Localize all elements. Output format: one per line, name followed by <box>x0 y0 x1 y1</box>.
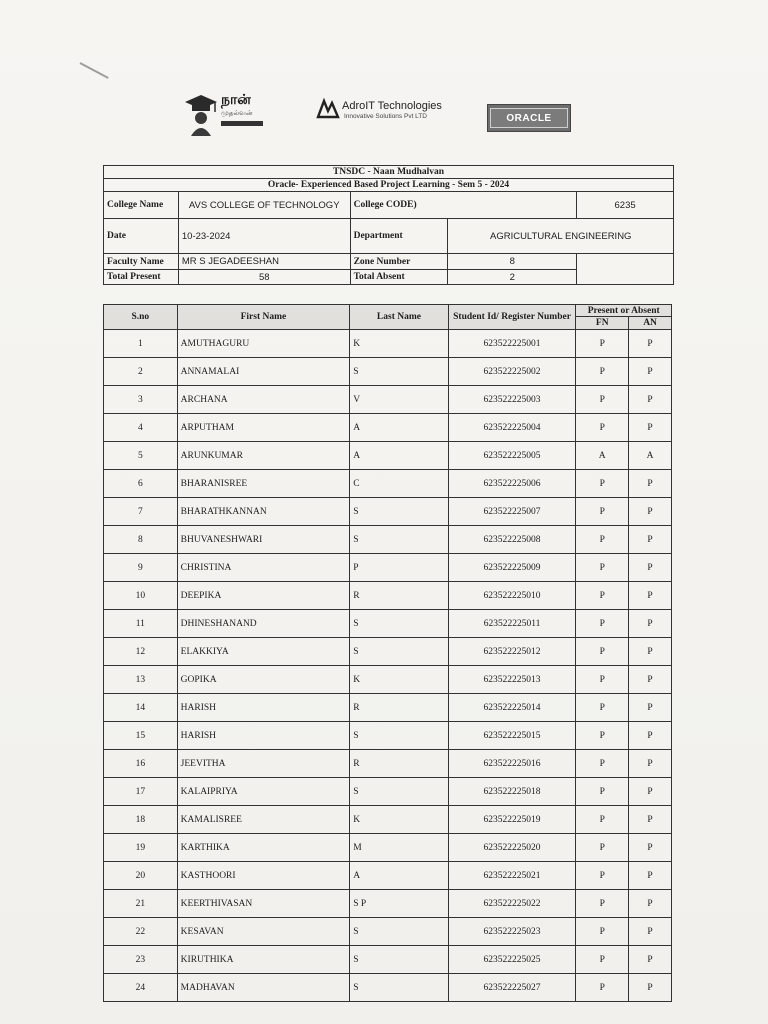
table-row <box>104 974 672 1002</box>
row-first-name: ANNAMALAI <box>177 358 350 386</box>
table-row <box>104 946 672 974</box>
row-first-name: KAMALISREE <box>177 806 350 834</box>
row-sno: 15 <box>104 722 178 750</box>
row-student-id: 623522225014 <box>448 694 576 722</box>
row-last-name: S <box>350 638 449 666</box>
row-sno: 18 <box>104 806 178 834</box>
row-last-name: S P <box>350 890 449 918</box>
row-fn-status: P <box>576 946 629 974</box>
program-title: TNSDC - Naan Mudhalvan <box>104 166 674 179</box>
row-last-name: S <box>350 974 449 1002</box>
row-sno: 23 <box>104 946 178 974</box>
row-an-status: P <box>629 862 672 890</box>
row-fn-status: P <box>576 386 629 414</box>
row-an-status: P <box>629 330 672 358</box>
row-fn-status: P <box>576 526 629 554</box>
adroit-tagline: Innovative Solutions Pvt LTD <box>344 113 427 120</box>
row-last-name: S <box>350 498 449 526</box>
row-an-status: P <box>629 974 672 1002</box>
row-student-id: 623522225016 <box>448 750 576 778</box>
row-first-name: BHARANISREE <box>177 470 350 498</box>
row-last-name: S <box>350 778 449 806</box>
date-label: Date <box>104 219 179 254</box>
department-label: Department <box>350 219 448 254</box>
row-last-name: R <box>350 582 449 610</box>
row-first-name: BHUVANESHWARI <box>177 526 350 554</box>
college-code-label: College CODE) <box>350 192 577 219</box>
table-row <box>104 442 672 470</box>
table-row <box>104 638 672 666</box>
row-sno: 11 <box>104 610 178 638</box>
col-student-id: Student Id/ Register Number <box>448 305 576 330</box>
total-absent-value: 2 <box>448 270 577 285</box>
row-an-status: P <box>629 694 672 722</box>
table-row <box>104 526 672 554</box>
row-first-name: KESAVAN <box>177 918 350 946</box>
table-row <box>104 330 672 358</box>
logo-row <box>0 0 768 150</box>
row-fn-status: P <box>576 470 629 498</box>
table-row <box>104 834 672 862</box>
row-student-id: 623522225018 <box>448 778 576 806</box>
attendance-rows <box>104 330 672 1002</box>
row-student-id: 623522225013 <box>448 666 576 694</box>
row-an-status: P <box>629 666 672 694</box>
row-student-id: 623522225012 <box>448 638 576 666</box>
college-name-label: College Name <box>104 192 179 219</box>
row-last-name: V <box>350 386 449 414</box>
col-present-absent: Present or Absent <box>576 305 672 317</box>
row-fn-status: P <box>576 862 629 890</box>
oracle-logo <box>487 104 571 132</box>
row-first-name: MADHAVAN <box>177 974 350 1002</box>
department-value: AGRICULTURAL ENGINEERING <box>448 219 674 254</box>
naan-title: நான் <box>221 92 251 108</box>
row-an-status: P <box>629 526 672 554</box>
row-student-id: 623522225025 <box>448 946 576 974</box>
row-an-status: P <box>629 582 672 610</box>
row-student-id: 623522225019 <box>448 806 576 834</box>
college-name-value: AVS COLLEGE OF TECHNOLOGY <box>178 192 350 219</box>
row-student-id: 623522225007 <box>448 498 576 526</box>
row-sno: 5 <box>104 442 178 470</box>
naan-mudhalvan-logo <box>183 92 283 138</box>
row-an-status: P <box>629 358 672 386</box>
table-row <box>104 666 672 694</box>
adroit-mark-icon <box>316 97 340 119</box>
table-row <box>104 414 672 442</box>
row-an-status: P <box>629 554 672 582</box>
row-first-name: ARUNKUMAR <box>177 442 350 470</box>
adroit-name: AdroIT Technologies <box>342 100 442 112</box>
zone-value: 8 <box>448 254 577 270</box>
row-first-name: DHINESHANAND <box>177 610 350 638</box>
row-sno: 16 <box>104 750 178 778</box>
zone-label: Zone Number <box>350 254 448 270</box>
row-first-name: ARPUTHAM <box>177 414 350 442</box>
row-last-name: S <box>350 526 449 554</box>
col-fn: FN <box>576 317 629 330</box>
row-first-name: KEERTHIVASAN <box>177 890 350 918</box>
program-subtitle: Oracle- Experienced Based Project Learning - Sem 5 - 2024 <box>104 179 674 192</box>
row-student-id: 623522225005 <box>448 442 576 470</box>
row-fn-status: A <box>576 442 629 470</box>
row-an-status: P <box>629 386 672 414</box>
faculty-value: MR S JEGADEESHAN <box>178 254 350 270</box>
row-an-status: A <box>629 442 672 470</box>
attendance-table <box>103 304 672 1002</box>
row-student-id: 623522225021 <box>448 862 576 890</box>
row-sno: 10 <box>104 582 178 610</box>
row-sno: 14 <box>104 694 178 722</box>
row-fn-status: P <box>576 694 629 722</box>
row-sno: 12 <box>104 638 178 666</box>
table-row <box>104 358 672 386</box>
row-sno: 1 <box>104 330 178 358</box>
col-sno: S.no <box>104 305 178 330</box>
row-sno: 22 <box>104 918 178 946</box>
table-row <box>104 470 672 498</box>
blank-cell <box>577 254 674 285</box>
row-sno: 2 <box>104 358 178 386</box>
row-student-id: 623522225003 <box>448 386 576 414</box>
row-student-id: 623522225002 <box>448 358 576 386</box>
row-first-name: GOPIKA <box>177 666 350 694</box>
row-student-id: 623522225001 <box>448 330 576 358</box>
row-student-id: 623522225027 <box>448 974 576 1002</box>
college-code-value: 6235 <box>577 192 674 219</box>
adroit-logo <box>316 97 466 129</box>
row-sno: 17 <box>104 778 178 806</box>
row-sno: 21 <box>104 890 178 918</box>
row-sno: 8 <box>104 526 178 554</box>
header-table <box>103 165 674 285</box>
row-sno: 4 <box>104 414 178 442</box>
row-fn-status: P <box>576 722 629 750</box>
row-last-name: A <box>350 442 449 470</box>
row-first-name: ARCHANA <box>177 386 350 414</box>
row-student-id: 623522225006 <box>448 470 576 498</box>
row-an-status: P <box>629 946 672 974</box>
row-an-status: P <box>629 722 672 750</box>
row-an-status: P <box>629 778 672 806</box>
faculty-row <box>104 254 674 270</box>
col-first-name: First Name <box>177 305 350 330</box>
row-fn-status: P <box>576 750 629 778</box>
row-an-status: P <box>629 610 672 638</box>
table-row <box>104 498 672 526</box>
row-sno: 6 <box>104 470 178 498</box>
row-an-status: P <box>629 918 672 946</box>
title-row-2 <box>104 179 674 192</box>
row-an-status: P <box>629 834 672 862</box>
table-row <box>104 862 672 890</box>
row-an-status: P <box>629 498 672 526</box>
row-student-id: 623522225004 <box>448 414 576 442</box>
row-sno: 20 <box>104 862 178 890</box>
table-row <box>104 722 672 750</box>
table-row <box>104 554 672 582</box>
row-fn-status: P <box>576 666 629 694</box>
row-fn-status: P <box>576 918 629 946</box>
row-last-name: R <box>350 694 449 722</box>
graduation-cap-icon <box>183 92 219 138</box>
table-row <box>104 890 672 918</box>
table-row <box>104 778 672 806</box>
row-student-id: 623522225022 <box>448 890 576 918</box>
row-last-name: S <box>350 358 449 386</box>
row-last-name: A <box>350 414 449 442</box>
row-fn-status: P <box>576 806 629 834</box>
row-sno: 7 <box>104 498 178 526</box>
table-row <box>104 750 672 778</box>
row-student-id: 623522225008 <box>448 526 576 554</box>
table-row <box>104 386 672 414</box>
row-last-name: S <box>350 722 449 750</box>
row-sno: 19 <box>104 834 178 862</box>
row-fn-status: P <box>576 638 629 666</box>
total-present-label: Total Present <box>104 270 179 285</box>
row-last-name: S <box>350 610 449 638</box>
table-row <box>104 918 672 946</box>
row-first-name: DEEPIKA <box>177 582 350 610</box>
table-header-row <box>104 305 672 317</box>
row-fn-status: P <box>576 582 629 610</box>
row-first-name: ELAKKIYA <box>177 638 350 666</box>
college-row <box>104 192 674 219</box>
row-sno: 13 <box>104 666 178 694</box>
row-last-name: K <box>350 330 449 358</box>
oracle-label: ORACLE <box>490 108 568 128</box>
row-an-status: P <box>629 470 672 498</box>
row-an-status: P <box>629 414 672 442</box>
row-sno: 9 <box>104 554 178 582</box>
row-fn-status: P <box>576 330 629 358</box>
row-last-name: K <box>350 666 449 694</box>
table-row <box>104 694 672 722</box>
row-first-name: AMUTHAGURU <box>177 330 350 358</box>
row-last-name: K <box>350 806 449 834</box>
naan-subtitle: முதல்வன் <box>221 109 253 117</box>
row-an-status: P <box>629 806 672 834</box>
row-last-name: M <box>350 834 449 862</box>
row-student-id: 623522225011 <box>448 610 576 638</box>
date-value: 10-23-2024 <box>178 219 350 254</box>
faculty-label: Faculty Name <box>104 254 179 270</box>
row-fn-status: P <box>576 834 629 862</box>
row-student-id: 623522225015 <box>448 722 576 750</box>
row-first-name: BHARATHKANNAN <box>177 498 350 526</box>
naan-bar <box>221 121 263 126</box>
date-row <box>104 219 674 254</box>
row-student-id: 623522225023 <box>448 918 576 946</box>
row-an-status: P <box>629 890 672 918</box>
col-last-name: Last Name <box>350 305 449 330</box>
row-first-name: CHRISTINA <box>177 554 350 582</box>
row-student-id: 623522225010 <box>448 582 576 610</box>
row-fn-status: P <box>576 554 629 582</box>
row-fn-status: P <box>576 778 629 806</box>
row-last-name: P <box>350 554 449 582</box>
row-fn-status: P <box>576 890 629 918</box>
row-last-name: A <box>350 862 449 890</box>
row-last-name: R <box>350 750 449 778</box>
table-row <box>104 806 672 834</box>
row-first-name: KIRUTHIKA <box>177 946 350 974</box>
total-absent-label: Total Absent <box>350 270 448 285</box>
table-row <box>104 610 672 638</box>
row-first-name: KALAIPRIYA <box>177 778 350 806</box>
row-first-name: HARISH <box>177 694 350 722</box>
title-row-1 <box>104 166 674 179</box>
row-last-name: S <box>350 946 449 974</box>
row-fn-status: P <box>576 358 629 386</box>
row-sno: 3 <box>104 386 178 414</box>
row-student-id: 623522225009 <box>448 554 576 582</box>
row-first-name: JEEVITHA <box>177 750 350 778</box>
row-last-name: C <box>350 470 449 498</box>
row-fn-status: P <box>576 414 629 442</box>
row-student-id: 623522225020 <box>448 834 576 862</box>
row-fn-status: P <box>576 498 629 526</box>
row-first-name: KASTHOORI <box>177 862 350 890</box>
total-present-value: 58 <box>178 270 350 285</box>
col-an: AN <box>629 317 672 330</box>
row-an-status: P <box>629 750 672 778</box>
row-fn-status: P <box>576 974 629 1002</box>
row-first-name: HARISH <box>177 722 350 750</box>
row-sno: 24 <box>104 974 178 1002</box>
row-first-name: KARTHIKA <box>177 834 350 862</box>
row-last-name: S <box>350 918 449 946</box>
row-an-status: P <box>629 638 672 666</box>
table-row <box>104 582 672 610</box>
row-fn-status: P <box>576 610 629 638</box>
